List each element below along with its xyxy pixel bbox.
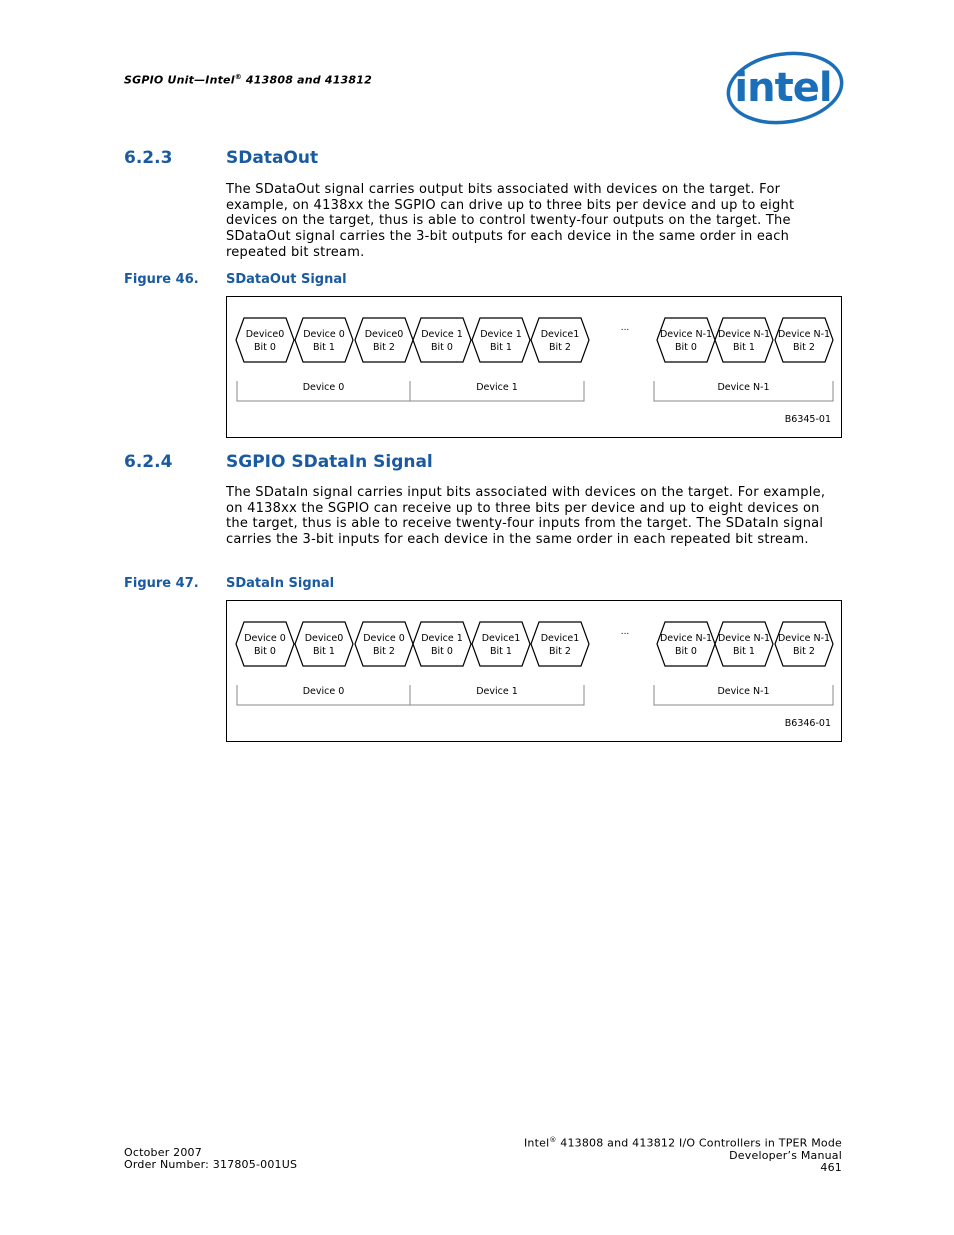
section-paragraph: The SDataIn signal carries input bits associated with devices on the target. For example, on 4138xx the SGPIO can receive up to three bits per device and up to eight devices on the target, thus is able to receive twenty-four inputs from the target. The SDataIn signal carries the 3-bit inputs for each device in the same order in each repeated bit stream. <box>226 485 826 548</box>
footer-right <box>524 1134 842 1175</box>
bit-cell-device-label: Device N-1 <box>659 633 713 644</box>
bit-cell-hexagon <box>775 622 833 666</box>
group-label: Device N-1 <box>717 382 770 393</box>
bit-cell-bit-label: Bit 0 <box>254 342 276 353</box>
footer-left <box>124 1147 297 1172</box>
bit-cell-bit-label: Bit 0 <box>254 646 276 657</box>
bit-cell-hexagon <box>472 318 530 362</box>
bit-cell-bit-label: Bit 0 <box>431 342 453 353</box>
bit-cell-hexagon <box>355 318 413 362</box>
footer-order-number: Order Number: 317805-001US <box>124 1158 298 1172</box>
bit-cell-device-label: Device1 <box>540 329 580 340</box>
bit-cell-device-label: Device0 <box>364 329 404 340</box>
bit-cell-device-label: Device0 <box>304 633 344 644</box>
bit-cell-device-label: Device 0 <box>363 633 405 644</box>
bit-cell-bit-label: Bit 2 <box>793 646 815 657</box>
bit-cell-hexagon <box>295 318 353 362</box>
bit-cell-bit-label: Bit 0 <box>431 646 453 657</box>
footer-doc-type: Developer’s Manual <box>729 1149 842 1163</box>
bit-cell-device-label: Device 0 <box>244 633 286 644</box>
bit-cell-device-label: Device1 <box>540 633 580 644</box>
bit-cell-hexagon <box>531 318 589 362</box>
figure-title: SDataIn Signal <box>226 576 335 591</box>
bit-cell-hexagon <box>657 318 715 362</box>
group-label: Device 1 <box>476 382 518 393</box>
bit-cell-bit-label: Bit 0 <box>675 646 697 657</box>
figure-code: B6346-01 <box>784 718 831 729</box>
bit-cell-device-label: Device N-1 <box>717 329 771 340</box>
bit-cell-hexagon <box>413 622 471 666</box>
bit-cell-hexagon <box>657 622 715 666</box>
bit-cell-hexagon <box>236 318 294 362</box>
bit-cell-bit-label: Bit 2 <box>373 646 395 657</box>
bit-cell-device-label: Device1 <box>481 633 521 644</box>
bit-cell-bit-label: Bit 1 <box>490 646 512 657</box>
ellipsis: ... <box>620 627 630 637</box>
group-label: Device 0 <box>302 382 345 393</box>
bit-cell-bit-label: Bit 1 <box>490 342 512 353</box>
intel-logo-text: intel <box>734 65 832 111</box>
bit-cell-bit-label: Bit 1 <box>313 342 335 353</box>
figure-number: Figure 47. <box>124 576 199 591</box>
bit-cell-bit-label: Bit 1 <box>733 646 755 657</box>
bit-cell-bit-label: Bit 2 <box>549 646 571 657</box>
bit-cell-device-label: Device 1 <box>421 329 463 340</box>
bit-cell-device-label: Device N-1 <box>777 633 831 644</box>
group-label: Device 0 <box>302 686 345 697</box>
section-number: 6.2.3 <box>124 148 173 168</box>
bit-cell-hexagon <box>413 318 471 362</box>
bit-cell-device-label: Device N-1 <box>659 329 713 340</box>
bit-cell-hexagon <box>715 622 773 666</box>
section-title: SGPIO SDataIn Signal <box>226 452 433 472</box>
sdatain-diagram <box>226 600 842 742</box>
footer-product: Intel® 413808 and 413812 I/O Controllers in TPER Mode <box>523 1136 842 1150</box>
bit-cell-bit-label: Bit 2 <box>549 342 571 353</box>
bit-cell-hexagon <box>531 622 589 666</box>
bit-cell-device-label: Device 1 <box>421 633 463 644</box>
figure-code: B6345-01 <box>784 414 831 425</box>
bit-cell-device-label: Device 0 <box>303 329 345 340</box>
footer-date: October 2007 <box>124 1146 202 1159</box>
bit-cell-hexagon <box>236 622 294 666</box>
running-header: SGPIO Unit—Intel® 413808 and 413812 <box>124 73 372 87</box>
section-title: SDataOut <box>226 148 319 168</box>
bit-cell-hexagon <box>295 622 353 666</box>
section-paragraph: The SDataOut signal carries output bits associated with devices on the target. For example, on 4138xx the SGPIO can drive up to three bits per device and up to eight devices on the target, thus is able to control twenty-four outputs on the target. The SDataOut signal carries the 3-bit outputs for each device in the same order in each repeated bit stream. <box>226 182 795 260</box>
sdataout-diagram <box>226 296 842 438</box>
group-label: Device 1 <box>476 686 518 697</box>
bit-cell-hexagon <box>472 622 530 666</box>
ellipsis: ... <box>620 323 630 333</box>
bit-cell-device-label: Device0 <box>245 329 285 340</box>
bit-cell-hexagon <box>715 318 773 362</box>
footer-page-number: 461 <box>820 1161 842 1175</box>
section-number: 6.2.4 <box>124 452 173 472</box>
bit-cell-bit-label: Bit 1 <box>733 342 755 353</box>
bit-cell-bit-label: Bit 0 <box>675 342 697 353</box>
bit-cell-hexagon <box>775 318 833 362</box>
figure-title: SDataOut Signal <box>226 272 347 287</box>
bit-cell-bit-label: Bit 1 <box>313 646 335 657</box>
bit-cell-device-label: Device 1 <box>480 329 522 340</box>
bit-cell-hexagon <box>355 622 413 666</box>
group-label: Device N-1 <box>717 686 770 697</box>
bit-cell-bit-label: Bit 2 <box>793 342 815 353</box>
intel-logo <box>723 48 845 128</box>
bit-cell-device-label: Device N-1 <box>777 329 831 340</box>
figure-number: Figure 46. <box>124 272 199 287</box>
bit-cell-bit-label: Bit 2 <box>373 342 395 353</box>
bit-cell-device-label: Device N-1 <box>717 633 771 644</box>
